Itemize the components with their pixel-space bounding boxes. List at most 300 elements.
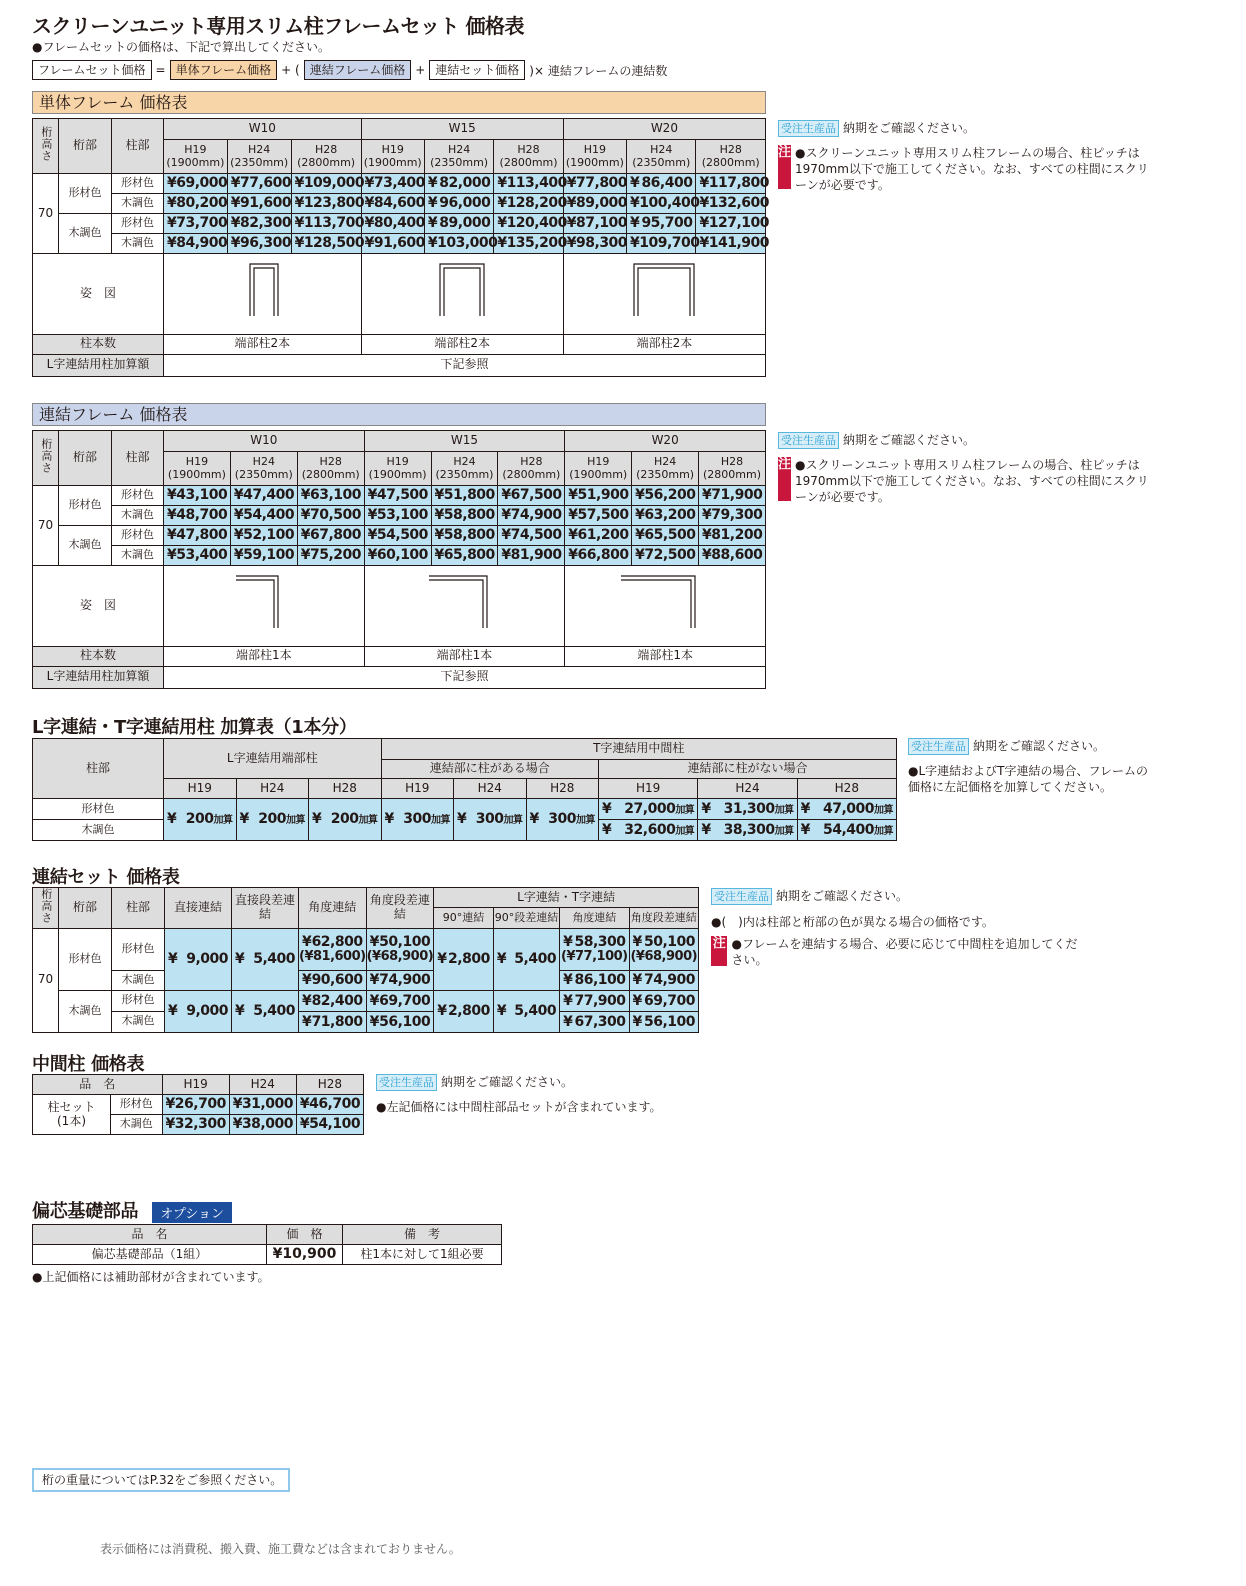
formula-set: 連結セット価格	[429, 60, 525, 80]
yen-sign: ¥	[369, 1013, 379, 1030]
price-value: 5,400	[514, 1003, 557, 1020]
height-header	[498, 452, 565, 486]
see-below: 下記参照	[164, 354, 766, 376]
add-price-cell	[599, 799, 698, 820]
price-cell	[431, 486, 498, 506]
yen-sign: ¥	[233, 507, 244, 524]
set-col-header: 直接段差連結	[232, 888, 299, 929]
price-cell	[696, 214, 769, 234]
yen-sign: ¥	[630, 195, 640, 212]
base-price: ¥10,900	[267, 1245, 343, 1265]
price-value: 57,500	[577, 507, 629, 524]
price-value: 89,000	[439, 215, 491, 232]
price-value: 47,500	[376, 487, 428, 504]
price-value: 91,600	[240, 195, 292, 212]
price-cell	[699, 506, 766, 526]
middle-moku-label: 木調色	[111, 1115, 163, 1135]
height-header: H24	[454, 779, 527, 799]
yen-sign: ¥	[529, 811, 539, 828]
height-value: 70	[33, 928, 59, 1032]
price-value: 74,900	[643, 972, 695, 989]
price-cell	[563, 214, 626, 234]
price-value: 128,500	[303, 235, 365, 252]
height-value: 70	[33, 174, 59, 254]
add-price-cell	[698, 820, 797, 841]
made-to-order-badge: 受注生産品	[376, 1074, 437, 1091]
yen-sign: ¥	[568, 507, 578, 524]
pillar-count: 端部柱1本	[364, 646, 565, 666]
price-value: 50,100	[379, 933, 431, 950]
see-below: 下記参照	[164, 666, 766, 688]
height-label: H28	[720, 454, 744, 468]
width-header: W10	[164, 431, 365, 452]
price-value: 31,000	[241, 1096, 293, 1113]
price-cell	[431, 506, 498, 526]
price-cell	[297, 526, 364, 546]
price-value: 2,800	[448, 951, 490, 968]
price-value: 72,500	[644, 547, 696, 564]
connect-set-table	[32, 887, 699, 1033]
price-value: 123,800	[303, 195, 365, 212]
yen-sign: ¥	[167, 175, 177, 192]
width-header: W15	[361, 119, 563, 140]
formula-eq: =	[155, 63, 166, 77]
yen-sign: ¥	[364, 235, 374, 252]
price-value: 65,800	[443, 547, 495, 564]
price-cell	[291, 194, 365, 214]
kasan-label: 加算	[358, 815, 378, 827]
lt-col-header: 角度連結	[560, 908, 629, 928]
frame-diagram-cell	[361, 254, 563, 335]
yen-sign: ¥	[602, 800, 612, 817]
price-value: 67,500	[510, 487, 562, 504]
hashira-color: 形材色	[112, 928, 165, 970]
keta-header: 桁部	[59, 119, 112, 174]
price-cell	[629, 928, 698, 970]
price-value: 82,400	[311, 992, 363, 1009]
add-price-cell	[454, 799, 527, 841]
price-value: 128,200	[506, 195, 567, 212]
l-frame-diagram	[565, 566, 765, 642]
price-alt: (¥68,900)	[366, 948, 434, 964]
price-cell	[366, 1011, 434, 1032]
price-value: 84,900	[176, 235, 228, 252]
price-cell	[364, 546, 431, 566]
price-value: 47,000	[822, 800, 874, 817]
price-cell	[366, 928, 434, 970]
height-header	[164, 452, 231, 486]
yen-sign: ¥	[457, 811, 467, 828]
height-mm: (1900mm)	[363, 155, 422, 169]
price-value: 113,700	[303, 215, 365, 232]
yen-sign: ¥	[364, 175, 374, 192]
price-value: 9,000	[186, 1003, 228, 1020]
price-value: 141,900	[708, 235, 769, 252]
price-cell	[230, 506, 297, 526]
height-header	[361, 140, 424, 174]
lt-l-end-header: L字連結用端部柱	[164, 739, 382, 779]
price-cell	[227, 194, 291, 214]
height-label: H19	[184, 142, 207, 156]
price-cell	[164, 234, 228, 254]
yen-sign: ¥	[369, 972, 379, 989]
yen-sign: ¥	[299, 1116, 310, 1133]
price-value: 77,800	[576, 175, 628, 192]
add-price-cell	[797, 799, 896, 820]
hashira-header: 柱部	[112, 888, 165, 929]
height-label: H28	[719, 142, 742, 156]
lt-group-header: L字連結・T字連結	[434, 888, 699, 908]
price-value: 67,800	[310, 527, 362, 544]
price-cell	[493, 990, 559, 1032]
price-cell	[560, 1011, 629, 1032]
price-value: 32,300	[174, 1116, 226, 1133]
price-value: 127,100	[708, 215, 769, 232]
frame-diagram-cell	[565, 566, 766, 647]
price-value: 86,100	[574, 972, 626, 989]
height-label: H19	[583, 142, 607, 156]
price-value: 56,200	[644, 487, 696, 504]
price-value: 77,900	[574, 992, 626, 1009]
yen-sign: ¥	[230, 175, 241, 192]
base-price-header: 価 格	[267, 1225, 343, 1245]
yen-sign: ¥	[566, 195, 577, 212]
kasan-label: 加算	[774, 825, 794, 837]
yen-sign: ¥	[496, 951, 507, 968]
height-header	[297, 452, 364, 486]
price-cell	[424, 194, 493, 214]
gate-frame-diagram	[164, 254, 361, 330]
gate-frame-diagram	[362, 254, 563, 330]
price-cell	[297, 486, 364, 506]
price-value: 132,600	[708, 195, 769, 212]
caution-icon: 注	[711, 936, 727, 966]
price-value: 109,000	[303, 175, 365, 192]
price-value: 74,500	[510, 527, 562, 544]
width-header: W10	[164, 119, 362, 140]
yen-sign: ¥	[230, 215, 241, 232]
yen-sign: ¥	[367, 527, 377, 544]
set-col-header: 角度連結	[299, 888, 367, 929]
yen-sign: ¥	[497, 175, 507, 192]
price-cell	[364, 486, 431, 506]
yen-sign: ¥	[165, 1096, 175, 1113]
price-cell	[164, 486, 231, 506]
yen-sign: ¥	[367, 487, 377, 504]
price-cell	[164, 506, 231, 526]
yen-sign: ¥	[294, 235, 304, 252]
height-label: H28	[520, 454, 543, 468]
price-cell	[632, 526, 699, 546]
price-value: 56,100	[379, 1013, 431, 1030]
yen-sign: ¥	[434, 527, 444, 544]
formula-connect: 連結フレーム価格	[304, 60, 412, 80]
price-value: 53,400	[176, 547, 228, 564]
height-label: H19	[185, 454, 209, 468]
yen-sign: ¥	[437, 1003, 447, 1020]
lt-add-table	[32, 738, 897, 841]
price-cell	[164, 194, 228, 214]
price-value: 88,600	[711, 547, 763, 564]
price-cell	[629, 1011, 698, 1032]
price-value: 120,400	[506, 215, 567, 232]
price-value: 75,200	[310, 547, 362, 564]
height-header: H28	[797, 779, 896, 799]
hashira-color: 木調色	[112, 194, 164, 214]
price-line	[630, 934, 698, 950]
yen-sign: ¥	[427, 175, 438, 192]
price-cell	[627, 234, 700, 254]
keta-color: 木調色	[59, 214, 112, 254]
confirm-text: 納期をご確認ください。	[973, 739, 1106, 753]
yen-sign: ¥	[232, 1116, 242, 1133]
yen-sign: ¥	[635, 547, 645, 564]
price-value: 63,100	[310, 487, 362, 504]
pillar-count: 端部柱1本	[164, 646, 365, 666]
made-to-order-badge: 受注生産品	[711, 888, 772, 905]
height-header	[565, 452, 632, 486]
middle-notes	[376, 1074, 696, 1115]
yen-sign: ¥	[497, 215, 507, 232]
footer-note: 表示価格には消費税、搬入費、施工費などは含まれておりません。	[100, 1542, 461, 1556]
yen-sign: ¥	[302, 933, 312, 950]
middle-h19: H19	[162, 1075, 229, 1095]
hashira-color: 木調色	[33, 820, 164, 841]
price-cell	[560, 990, 629, 1011]
price-value: 79,300	[711, 507, 763, 524]
middle-price	[296, 1095, 363, 1115]
middle-price	[229, 1115, 296, 1135]
pillar-count: 端部柱1本	[565, 646, 766, 666]
hashira-header: 柱部	[112, 431, 164, 486]
yen-sign: ¥	[364, 215, 374, 232]
yen-sign: ¥	[563, 933, 573, 950]
price-cell	[299, 928, 367, 970]
yen-sign: ¥	[299, 1096, 310, 1113]
price-value: 66,800	[577, 547, 629, 564]
height-header	[164, 140, 228, 174]
reference-box: 桁の重量についてはP.32をご参照ください。	[32, 1468, 290, 1492]
price-cell	[699, 526, 766, 546]
keta-color: 木調色	[59, 526, 112, 566]
price-cell	[696, 234, 769, 254]
middle-item-header: 品 名	[33, 1075, 163, 1095]
price-value: 200	[330, 811, 359, 828]
price-value: 32,600	[624, 821, 676, 838]
price-cell	[494, 194, 567, 214]
price-value: 91,600	[373, 235, 425, 252]
yen-sign: ¥	[165, 1116, 175, 1133]
price-value: 81,200	[711, 527, 763, 544]
height-header	[696, 140, 766, 174]
height-mm: (2350mm)	[430, 155, 489, 169]
yen-sign: ¥	[300, 547, 310, 564]
yen-sign: ¥	[233, 527, 244, 544]
height-mm: (2800mm)	[297, 155, 356, 169]
height-header: H19	[599, 779, 698, 799]
price-cell	[165, 928, 232, 990]
height-header: H24	[236, 779, 309, 799]
l-frame-diagram	[365, 566, 565, 642]
price-cell	[361, 194, 424, 214]
price-cell	[366, 990, 434, 1011]
price-cell	[493, 928, 559, 990]
l-add-label: L字連結用柱加算額	[33, 666, 164, 688]
price-value: 61,200	[577, 527, 629, 544]
yen-sign: ¥	[230, 235, 241, 252]
price-cell	[632, 506, 699, 526]
price-value: 69,000	[176, 175, 228, 192]
base-note-header: 備 考	[343, 1225, 502, 1245]
yen-sign: ¥	[434, 547, 444, 564]
price-cell	[696, 174, 769, 194]
set-note2: ●フレームを連結する場合、必要に応じて中間柱を追加してください。	[731, 937, 1078, 967]
price-line	[560, 934, 628, 950]
yen-sign: ¥	[427, 235, 438, 252]
price-cell	[361, 174, 424, 194]
hashira-color: 木調色	[112, 970, 165, 990]
yen-sign: ¥	[501, 507, 511, 524]
pillar-count: 端部柱2本	[164, 334, 362, 354]
price-cell	[297, 546, 364, 566]
width-header: W15	[364, 431, 565, 452]
keta-height-header	[33, 431, 59, 486]
middle-set-qty: (1本)	[57, 1113, 86, 1128]
yen-sign: ¥	[167, 235, 177, 252]
price-cell	[424, 234, 498, 254]
price-value: 70,500	[310, 507, 362, 524]
frame-diagram-cell	[364, 566, 565, 647]
price-value: 86,400	[641, 175, 693, 192]
kasan-label: 加算	[431, 815, 450, 827]
yen-sign: ¥	[602, 821, 612, 838]
frame-diagram-cell	[164, 254, 362, 335]
keta-color: 木調色	[59, 990, 112, 1032]
middle-note: ●左記価格には中間柱部品セットが含まれています。	[376, 1100, 662, 1114]
keta-height-label: 桁高さ	[39, 126, 53, 163]
height-header: H19	[164, 779, 237, 799]
yen-sign: ¥	[235, 1003, 245, 1020]
price-value: 74,900	[510, 507, 562, 524]
keta-header: 桁部	[59, 431, 112, 486]
keta-color: 形材色	[59, 486, 112, 526]
middle-price	[162, 1115, 229, 1135]
price-value: 82,000	[439, 175, 491, 192]
lt-heading: L字連結・T字連結用柱 加算表（1本分）	[32, 717, 357, 738]
hashira-color: 形材色	[112, 990, 165, 1011]
height-header	[424, 140, 493, 174]
price-value: 2,800	[448, 1003, 490, 1020]
yen-sign: ¥	[294, 175, 304, 192]
price-cell	[230, 486, 297, 506]
height-mm: (2350mm)	[435, 467, 494, 481]
price-cell	[164, 174, 228, 194]
price-cell	[563, 234, 626, 254]
set-col-header: 直接連結	[165, 888, 232, 929]
height-header	[230, 452, 297, 486]
price-value: 96,300	[240, 235, 292, 252]
price-value: 58,800	[443, 507, 495, 524]
hashira-color: 形材色	[112, 174, 164, 194]
base-note: ●上記価格には補助部材が含まれています。	[32, 1270, 270, 1284]
price-formula	[32, 60, 667, 80]
height-mm: (2350mm)	[632, 155, 691, 169]
yen-sign: ¥	[800, 821, 810, 838]
middle-h24: H24	[229, 1075, 296, 1095]
price-cell	[230, 546, 297, 566]
yen-sign: ¥	[800, 800, 810, 817]
price-value: 5,400	[253, 951, 295, 968]
middle-price	[296, 1115, 363, 1135]
height-header: H24	[698, 779, 797, 799]
price-value: 300	[475, 811, 504, 828]
formula-frame-set: フレームセット価格	[32, 60, 152, 80]
price-cell	[227, 214, 291, 234]
lt-with-pillar-header: 連結部に柱がある場合	[381, 760, 599, 779]
base-heading: 偏芯基礎部品	[32, 1201, 139, 1222]
yen-sign: ¥	[239, 811, 249, 828]
price-cell	[696, 194, 769, 214]
yen-sign: ¥	[294, 215, 304, 232]
height-mm: (1900mm)	[166, 155, 225, 169]
yen-sign: ¥	[702, 487, 712, 504]
price-value: 54,100	[309, 1116, 361, 1133]
price-cell	[291, 214, 365, 234]
price-value: 9,000	[186, 951, 228, 968]
lt-without-pillar-header: 連結部に柱がない場合	[599, 760, 897, 779]
yen-sign: ¥	[630, 215, 640, 232]
height-header	[699, 452, 766, 486]
price-value: 98,300	[576, 235, 628, 252]
kasan-label: 加算	[576, 815, 595, 827]
price-value: 38,000	[241, 1116, 293, 1133]
price-alt: (¥77,100)	[561, 948, 628, 964]
yen-sign: ¥	[699, 175, 709, 192]
height-mm: (2800mm)	[502, 467, 561, 481]
price-value: 73,400	[373, 175, 425, 192]
yen-sign: ¥	[167, 487, 177, 504]
lt-note: ●L字連結およびT字連結の場合、フレームの価格に左記価格を加算してください。	[908, 764, 1149, 794]
yen-sign: ¥	[167, 527, 177, 544]
confirm-text: 納期をご確認ください。	[843, 433, 976, 447]
price-value: 87,100	[576, 215, 628, 232]
yen-sign: ¥	[702, 527, 712, 544]
height-mm: (1900mm)	[565, 155, 624, 169]
price-cell	[629, 990, 698, 1011]
price-cell	[230, 526, 297, 546]
yen-sign: ¥	[367, 507, 377, 524]
yen-sign: ¥	[364, 195, 374, 212]
price-value: 58,300	[574, 933, 626, 950]
price-cell	[164, 526, 231, 546]
base-item-header: 品 名	[33, 1225, 267, 1245]
yen-sign: ¥	[699, 235, 709, 252]
yen-sign: ¥	[294, 195, 304, 212]
price-cell	[498, 506, 565, 526]
pillar-count: 端部柱2本	[563, 334, 765, 354]
made-to-order-badge: 受注生産品	[778, 120, 839, 137]
height-header	[227, 140, 291, 174]
single-notes	[778, 120, 1150, 193]
price-alt: (¥68,900)	[630, 948, 698, 964]
height-label: H24	[252, 454, 275, 468]
base-remark: 柱1本に対して1組必要	[343, 1245, 502, 1265]
price-value: 5,400	[514, 951, 557, 968]
price-cell	[563, 194, 626, 214]
confirm-text: 納期をご確認ください。	[441, 1075, 574, 1089]
height-header	[364, 452, 431, 486]
middle-kata-label: 形材色	[111, 1095, 163, 1115]
